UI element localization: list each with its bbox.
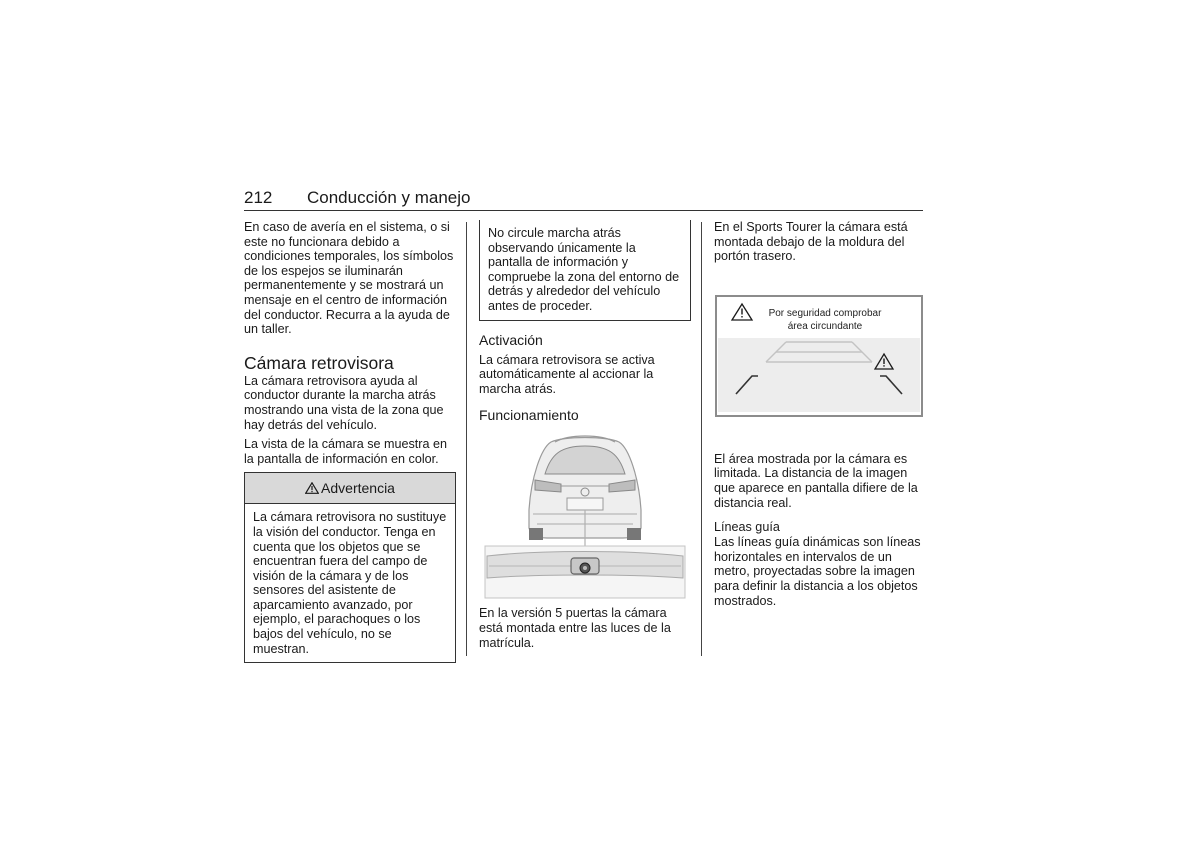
section-title: Conducción y manejo <box>307 188 471 207</box>
warning-box <box>244 472 456 663</box>
activation-heading: Activación <box>479 331 543 348</box>
area-limited-paragraph: El área mostrada por la cámara es limitada. La distancia de la imagen que aparece en pantalla difiere de la distancia real. <box>714 451 918 510</box>
screen-message-line1: Por seguridad comprobar <box>768 307 882 319</box>
screen-message-line2: área circundante <box>787 320 863 332</box>
camera-display-illustration <box>714 294 924 418</box>
warning-text: La cámara retrovisora no sustituye la visión del conductor. Tenga en cuenta que los objetos que se encuentran fuera del campo de visión de la cámara y de los sensores del asistente de aparcamiento avanzado, por ejemplo, el parachoques o los bajos del vehículo, no se muestran. <box>253 510 447 656</box>
warning-header <box>245 472 455 504</box>
page-header <box>244 188 923 211</box>
color-display-paragraph: La vista de la cámara se muestra en la pantalla de información en color. <box>244 437 448 466</box>
column-left <box>244 220 456 663</box>
guide-lines-heading: Líneas guía <box>714 520 780 535</box>
operation-heading: Funcionamiento <box>479 407 579 424</box>
intro-paragraph: En caso de avería en el sistema, o si este no funcionara debido a condiciones temporales, los símbolos de los espejos se iluminarán permanentemente y se mostrará un mensaje en el centro de información del conductor. Recurra a la ayuda de un taller. <box>244 220 454 337</box>
activation-paragraph: La cámara retrovisora se activa automáticamente al accionar la marcha atrás. <box>479 352 655 396</box>
car-rear-camera-illustration <box>479 428 691 600</box>
rear-camera-paragraph: La cámara retrovisora ayuda al conductor durante la marcha atrás mostrando una vista de la zona que hay detrás del vehículo. <box>244 373 444 432</box>
column-right <box>714 220 926 608</box>
rear-camera-heading: Cámara retrovisora <box>244 352 394 373</box>
page-number: 212 <box>244 188 273 207</box>
warning-triangle-icon <box>305 482 319 494</box>
column-divider <box>466 222 467 656</box>
camera-caption: En la versión 5 puertas la cámara está montada entre las luces de la matrícula. <box>479 606 671 650</box>
guide-lines-paragraph: Las líneas guía dinámicas son líneas horizontales en intervalos de un metro, proyectadas sobre la imagen para definir la distancia a los objetos mostrados. <box>714 535 921 608</box>
column-middle <box>479 220 691 650</box>
column-divider <box>701 222 702 656</box>
warning-title: Advertencia <box>321 480 395 497</box>
notice-box: No circule marcha atrás observando únicamente la pantalla de información y compruebe la zona del entorno de detrás y alrededor del vehículo antes de proceder. <box>479 220 691 321</box>
sports-tourer-paragraph: En el Sports Tourer la cámara está montada debajo de la moldura del portón trasero. <box>714 220 908 264</box>
